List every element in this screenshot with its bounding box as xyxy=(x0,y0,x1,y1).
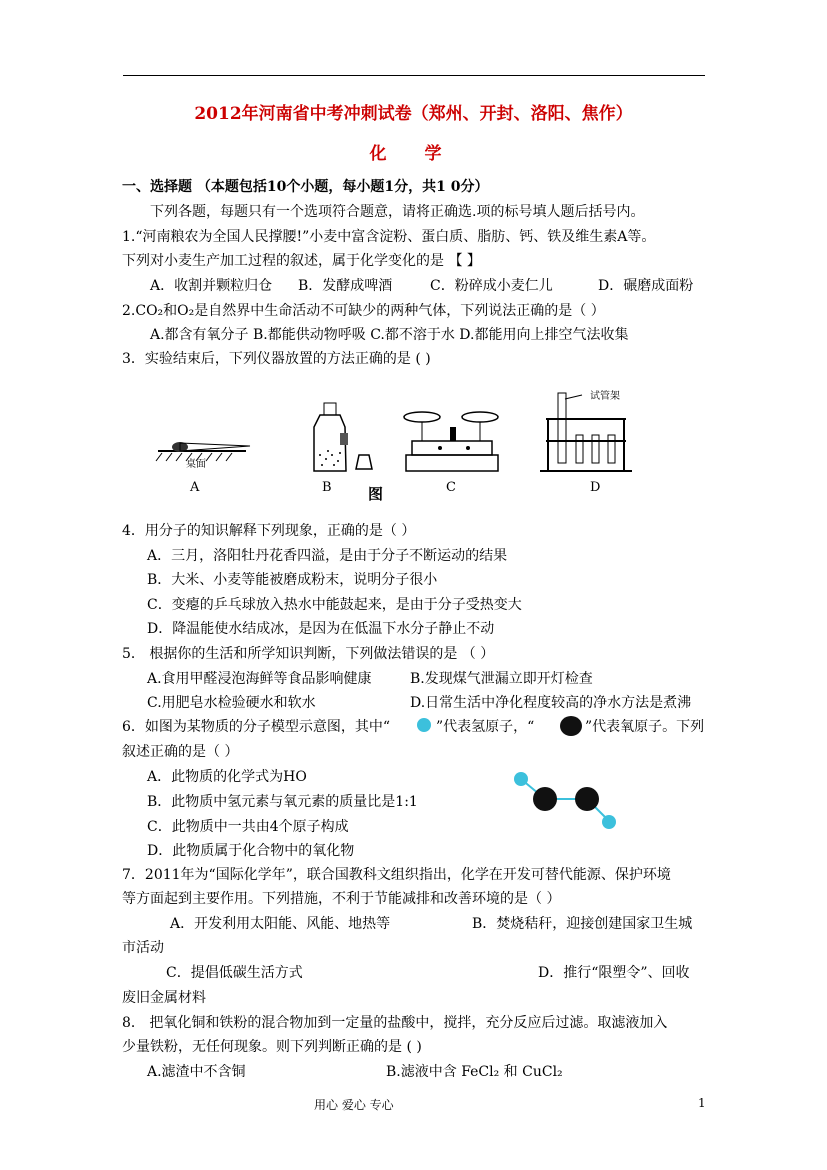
q2-options: A.都含有氧分子 B.都能供动物呼吸 C.都不溶于水 D.都能用向上排空气法收集 xyxy=(150,327,629,343)
q7-option-a: A．开发利用太阳能、风能、地热等 xyxy=(170,916,391,932)
q4-option-a: A．三月，洛阳牡丹花香四溢，是由于分子不断运动的结果 xyxy=(147,548,508,564)
q5-option-c: C.用肥皂水检验硬水和软水 xyxy=(147,695,316,711)
q5-line1: 5． 根据你的生活和所学知识判断，下列做法错误的是 （ ） xyxy=(122,646,495,662)
q2-line1: 2.CO₂和O₂是自然界中生命活动不可缺少的两种气体，下列说法正确的是（ ） xyxy=(122,303,605,319)
q6-option-a: A．此物质的化学式为HO xyxy=(147,769,307,785)
q1-line1: 1.“河南粮农为全国人民撑腰!”小麦中富含淀粉、蛋白质、脂肪、钙、铁及维生素A等。 xyxy=(122,229,656,245)
q7-option-d-cont: 废旧金属材料 xyxy=(122,990,206,1006)
q7-line1: 7．2011年为“国际化学年”，联合国教科文组织指出，化学在开发可替代能源、保护环境 xyxy=(122,867,671,883)
q3-line1: 3．实验结束后，下列仪器放置的方法正确的是 ( ) xyxy=(122,351,431,367)
q8-line2: 少量铁粉，无任何现象。则下列判断正确的是 ( ) xyxy=(122,1039,422,1055)
q7-line2: 等方面起到主要作用。下列措施，不利于节能减排和改善环境的是（ ） xyxy=(122,891,561,907)
q4-option-b: B．大米、小麦等能被磨成粉末，说明分子很小 xyxy=(147,572,438,588)
q1-option-d: D．碾磨成面粉 xyxy=(598,278,694,294)
oxygen-atom-icon xyxy=(533,787,557,811)
figure-label-d: D xyxy=(590,480,601,495)
q8-option-a: A.滤渣中不含铜 xyxy=(147,1064,246,1080)
q1-option-a: A．收割并颗粒归仓 xyxy=(150,278,273,294)
q8-line1: 8． 把氧化铜和铁粉的混合物加到一定量的盐酸中，搅拌，充分反应后过滤。取滤液加入 xyxy=(122,1015,668,1031)
figure-caption: 图 xyxy=(368,485,384,503)
page-title: 2012年河南省中考冲刺试卷（郑州、开封、洛阳、焦作） xyxy=(194,104,633,124)
subject-title: 化 学 xyxy=(369,144,458,164)
q6-line1c: ”代表氧原子。下列 xyxy=(585,719,705,735)
q6-line2: 叙述正确的是（ ） xyxy=(122,744,239,760)
q1-option-b: B．发酵成啤酒 xyxy=(298,278,393,294)
instructions: 下列各题，每题只有一个选项符合题意，请将正确选.项的标号填人题后括号内。 xyxy=(150,204,645,220)
figure-a-test-tube xyxy=(156,442,250,470)
q6-line1b: ”代表氢原子，“ xyxy=(436,719,535,735)
figure-label-a: A xyxy=(190,480,200,495)
hydrogen-atom-icon xyxy=(514,772,528,786)
q6-option-c: C．此物质中一共由4个原子构成 xyxy=(147,819,349,835)
q6-line1a: 6．如图为某物质的分子模型示意图，其中“ xyxy=(122,719,391,735)
oxygen-atom-icon xyxy=(560,716,582,736)
section-heading: 一、选择题 （本题包括10个小题，每小题1分，共1 0分） xyxy=(122,179,489,195)
footer-motto: 用心 爱心 专心 xyxy=(314,1098,394,1112)
q7-option-b-cont: 市活动 xyxy=(122,940,164,956)
q6-option-d: D．此物质属于化合物中的氧化物 xyxy=(147,843,355,859)
q4-option-d: D．降温能使水结成冰，是因为在低温下水分子静止不动 xyxy=(147,621,495,637)
desk-label: 桌面 xyxy=(186,459,206,470)
q7-option-c: C．提倡低碳生活方式 xyxy=(166,965,303,981)
figure-c-balance xyxy=(404,412,498,471)
lab-equipment-figure xyxy=(150,385,650,505)
q5-option-d: D.日常生活中净化程度较高的净水方法是煮沸 xyxy=(410,695,692,711)
q5-option-a: A.食用甲醛浸泡海鲜等食品影响健康 xyxy=(147,671,372,687)
header-rule xyxy=(123,75,705,76)
figure-d-test-tube-rack xyxy=(540,389,632,471)
q7-option-d: D．推行“限塑令”、回收 xyxy=(538,965,690,981)
figure-label-c: C xyxy=(446,480,456,495)
q4-option-c: C．变瘪的乒乓球放入热水中能鼓起来，是由于分子受热变大 xyxy=(147,597,522,613)
hydrogen-atom-icon xyxy=(417,718,431,732)
q5-option-b: B.发现煤气泄漏立即开灯检查 xyxy=(410,671,593,687)
oxygen-atom-icon xyxy=(575,787,599,811)
figure-b-reagent-bottle xyxy=(314,403,372,471)
q8-option-b: B.滤液中含 FeCl₂ 和 CuCl₂ xyxy=(386,1064,563,1080)
q7-option-b: B．焚烧秸秆，迎接创建国家卫生城 xyxy=(472,916,693,932)
page-number: 1 xyxy=(698,1096,706,1110)
q1-option-c: C．粉碎成小麦仁儿 xyxy=(430,278,553,294)
h2o2-molecule-model xyxy=(505,765,625,840)
q4-line1: 4．用分子的知识解释下列现象，正确的是（ ） xyxy=(122,523,416,539)
q1-line2: 下列对小麦生产加工过程的叙述，属于化学变化的是 【 】 xyxy=(122,253,481,269)
rack-label: 试管架 xyxy=(590,391,620,402)
hydrogen-atom-icon xyxy=(602,815,616,829)
q6-option-b: B．此物质中氢元素与氧元素的质量比是1:1 xyxy=(147,794,418,810)
figure-label-b: B xyxy=(322,480,332,495)
